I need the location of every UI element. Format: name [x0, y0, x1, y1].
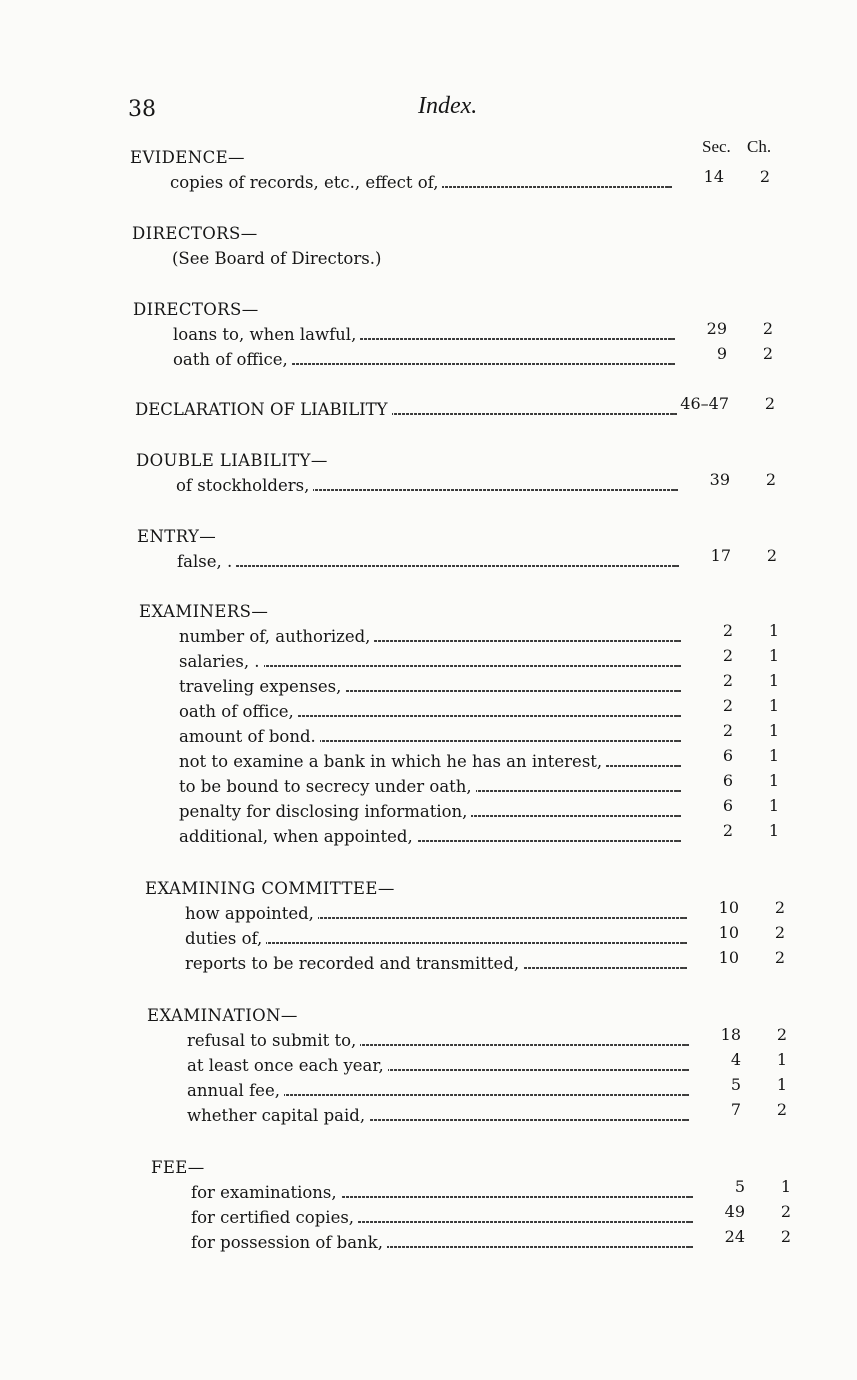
section-heading: FEE—: [151, 1158, 205, 1177]
entry-text: reports to be recorded and transmitted,: [185, 954, 523, 973]
entry-sec: 10: [718, 923, 739, 942]
index-entry: [132, 246, 784, 271]
entry-ch: 2: [762, 319, 773, 338]
entry-text: for certified copies,: [191, 1208, 358, 1227]
entry-sec: 24: [724, 1227, 745, 1246]
entry-sec: 2: [722, 821, 733, 840]
section-heading: EXAMINATION—: [147, 1006, 298, 1025]
entry-sec: 4: [730, 1050, 741, 1069]
section-heading: EVIDENCE—: [130, 148, 245, 167]
entry-text: amount of bond.: [179, 727, 320, 746]
entry-text: for examinations,: [191, 1183, 341, 1202]
index-entry: [136, 470, 788, 498]
entry-text: (See Board of Directors.): [172, 249, 385, 268]
entry-text: oath of office,: [179, 702, 298, 721]
entry-ch: 2: [776, 1025, 787, 1044]
index-section-directors: [133, 297, 785, 372]
index-entry: [130, 167, 782, 195]
entry-ch: 1: [768, 721, 779, 740]
index-entry: [133, 344, 785, 372]
entry-sec: 49: [724, 1202, 745, 1221]
entry-text: number of, authorized,: [179, 627, 374, 646]
section-heading: DOUBLE LIABILITY—: [136, 451, 328, 470]
page-number: 38: [128, 97, 156, 122]
entry-ch: 2: [774, 948, 785, 967]
entry-ch: 1: [776, 1050, 787, 1069]
entry-text: copies of records, etc., effect of,: [170, 173, 442, 192]
entry-text: penalty for disclosing information,: [179, 802, 471, 821]
entry-sec: 5: [730, 1075, 741, 1094]
entry-ch: 1: [768, 621, 779, 640]
index-entry: [151, 1227, 803, 1255]
entry-ch: 1: [768, 771, 779, 790]
entry-text: oath of office,: [173, 350, 292, 369]
entry-ch: 1: [768, 671, 779, 690]
index-entry: [135, 394, 787, 422]
index-section-examining-committee: [145, 876, 797, 976]
entry-text: annual fee,: [187, 1081, 284, 1100]
entry-text: false, .: [177, 552, 236, 571]
entry-sec: 5: [734, 1177, 745, 1196]
entry-ch: 2: [759, 167, 770, 186]
column-header-sec: Sec.: [702, 137, 731, 156]
entry-ch: 2: [766, 546, 777, 565]
entry-sec: 6: [722, 796, 733, 815]
section-heading: DIRECTORS—: [133, 300, 259, 319]
index-entry: [137, 546, 789, 574]
entry-ch: 2: [780, 1202, 791, 1221]
entry-text: at least once each year,: [187, 1056, 388, 1075]
entry-sec: 17: [710, 546, 731, 565]
entry-text: to be bound to secrecy under oath,: [179, 777, 476, 796]
entry-ch: 2: [774, 923, 785, 942]
section-heading: EXAMINERS—: [139, 602, 269, 621]
index-section-examiners: [139, 599, 791, 849]
section-heading: ENTRY—: [137, 527, 217, 546]
entry-sec: 10: [718, 898, 739, 917]
entry-sec: 14: [703, 167, 724, 186]
section-heading: DECLARATION OF LIABILITY: [135, 400, 392, 419]
entry-ch: 2: [774, 898, 785, 917]
section-heading: DIRECTORS—: [132, 224, 258, 243]
entry-ch: 2: [780, 1227, 791, 1246]
page-title: Index.: [418, 93, 478, 119]
entry-text: duties of,: [185, 929, 266, 948]
index-section-double-liability: [136, 448, 788, 498]
index-entry: [147, 1100, 799, 1128]
entry-sec: 18: [720, 1025, 741, 1044]
entry-text: traveling expenses,: [179, 677, 345, 696]
entry-sec: 2: [722, 671, 733, 690]
index-entry: [139, 821, 791, 849]
entry-ch: 1: [776, 1075, 787, 1094]
entry-sec: 2: [722, 646, 733, 665]
entry-ch: 2: [762, 344, 773, 363]
index-section-evidence: [130, 145, 782, 195]
entry-sec: 7: [730, 1100, 741, 1119]
entry-ch: 2: [765, 470, 776, 489]
entry-sec: 2: [722, 721, 733, 740]
index-section-directors-see: [132, 221, 784, 271]
entry-ch: 1: [780, 1177, 791, 1196]
entry-text: how appointed,: [185, 904, 318, 923]
entry-sec: 6: [722, 771, 733, 790]
entry-ch: 1: [768, 646, 779, 665]
index-section-examination: [147, 1003, 799, 1128]
entry-text: loans to, when lawful,: [173, 325, 360, 344]
entry-sec: 46–47: [680, 394, 729, 413]
entry-ch: 2: [764, 394, 775, 413]
entry-text: additional, when appointed,: [179, 827, 417, 846]
index-section-fee: [151, 1155, 803, 1255]
column-header-ch: Ch.: [747, 137, 772, 156]
entry-sec: 6: [722, 746, 733, 765]
section-heading: EXAMINING COMMITTEE—: [145, 879, 395, 898]
entry-sec: 2: [722, 696, 733, 715]
entry-ch: 2: [776, 1100, 787, 1119]
entry-ch: 1: [768, 796, 779, 815]
entry-text: salaries, .: [179, 652, 264, 671]
entry-text: of stockholders,: [176, 476, 313, 495]
entry-ch: 1: [768, 746, 779, 765]
index-section-declaration-of-liability: [135, 394, 787, 422]
entry-sec: 9: [716, 344, 727, 363]
entry-sec: 29: [706, 319, 727, 338]
entry-sec: 2: [722, 621, 733, 640]
entry-sec: 39: [709, 470, 730, 489]
entry-text: for possession of bank,: [191, 1233, 387, 1252]
entry-text: refusal to submit to,: [187, 1031, 360, 1050]
entry-text: not to examine a bank in which he has an interest,: [179, 752, 606, 771]
index-entry: [145, 948, 797, 976]
entry-sec: 10: [718, 948, 739, 967]
entry-ch: 1: [768, 821, 779, 840]
index-section-entry: [137, 524, 789, 574]
entry-text: whether capital paid,: [187, 1106, 369, 1125]
entry-ch: 1: [768, 696, 779, 715]
